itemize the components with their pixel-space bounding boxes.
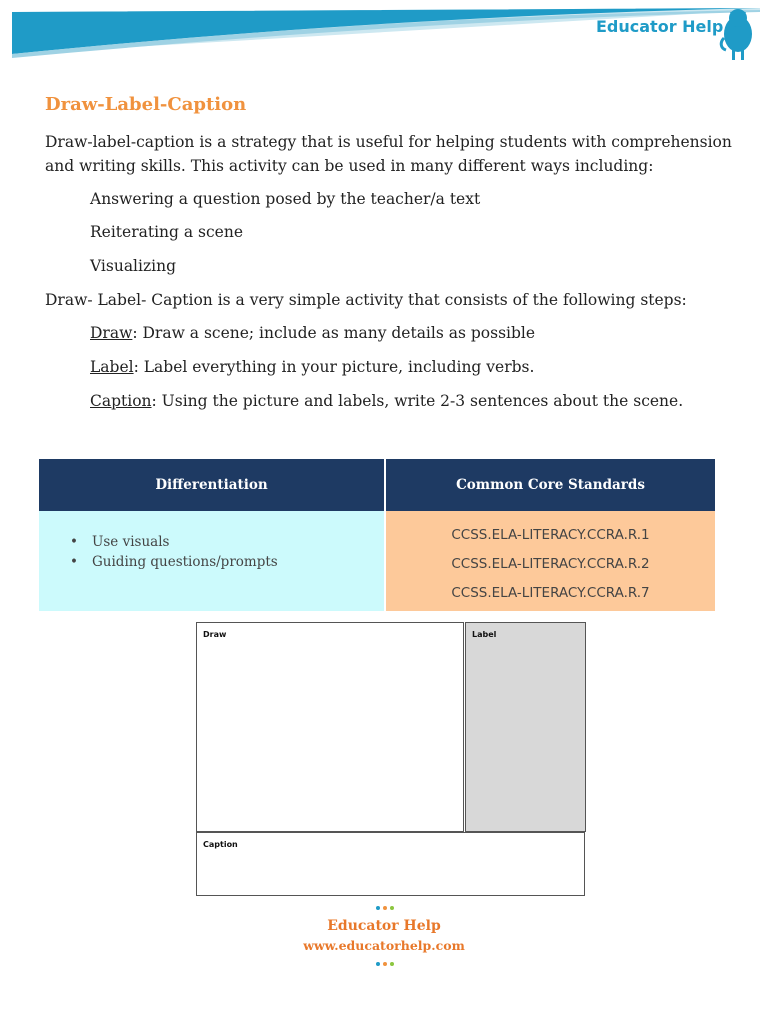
caption-box: [196, 832, 585, 896]
label-box-label: Label: [472, 630, 497, 639]
step-caption: [90, 390, 683, 412]
step-label: [90, 356, 534, 378]
owl-mascot-icon: [718, 8, 758, 62]
decorative-dots-icon: [376, 962, 394, 966]
use-item: Visualizing: [90, 257, 176, 275]
differentiation-cell: [39, 511, 385, 611]
step-text: : Label everything in your picture, including verbs.: [133, 358, 535, 376]
differentiation-item: • Guiding questions/prompts: [92, 552, 383, 572]
differentiation-standards-table: [39, 459, 715, 611]
label-box: [465, 622, 586, 832]
use-item: Answering a question posed by the teacher/a text: [90, 190, 481, 208]
standard-code: CCSS.ELA-LITERACY.CCRA.R.1: [451, 527, 650, 543]
standards-cell: [385, 511, 715, 611]
intro-paragraph: Draw-label-caption is a strategy that is useful for helping students with comprehension and writing skills. This activity can be used in many different ways including:: [45, 133, 732, 175]
differentiation-item: • Use visuals: [92, 532, 383, 552]
step-term: Label: [90, 358, 134, 376]
step-text: : Using the picture and labels, write 2-3 sentences about the scene.: [151, 392, 684, 410]
use-item: Reiterating a scene: [90, 223, 244, 241]
draw-box-label: Draw: [203, 630, 227, 639]
header-banner: [0, 0, 768, 70]
standard-code: CCSS.ELA-LITERACY.CCRA.R.7: [451, 585, 650, 601]
step-term: Draw: [90, 324, 133, 342]
step-draw: [90, 322, 535, 344]
decorative-dots-icon: [376, 906, 394, 910]
steps-intro: Draw- Label- Caption is a very simple activity that consists of the following steps:: [45, 291, 687, 309]
header-common-core: Common Core Standards: [385, 459, 715, 511]
page-title: Draw-Label-Caption: [45, 94, 247, 115]
standard-code: CCSS.ELA-LITERACY.CCRA.R.2: [451, 556, 650, 572]
step-term: Caption: [90, 392, 152, 410]
caption-box-label: Caption: [203, 840, 238, 849]
draw-label-caption-organizer: [196, 622, 586, 897]
footer-url[interactable]: www.educatorhelp.com: [303, 938, 465, 953]
step-text: : Draw a scene; include as many details as possible: [132, 324, 536, 342]
brand-logo-text: Educator Help: [596, 17, 724, 36]
draw-box: [196, 622, 464, 832]
footer-name: Educator Help: [327, 918, 441, 934]
header-differentiation: Differentiation: [39, 459, 385, 511]
